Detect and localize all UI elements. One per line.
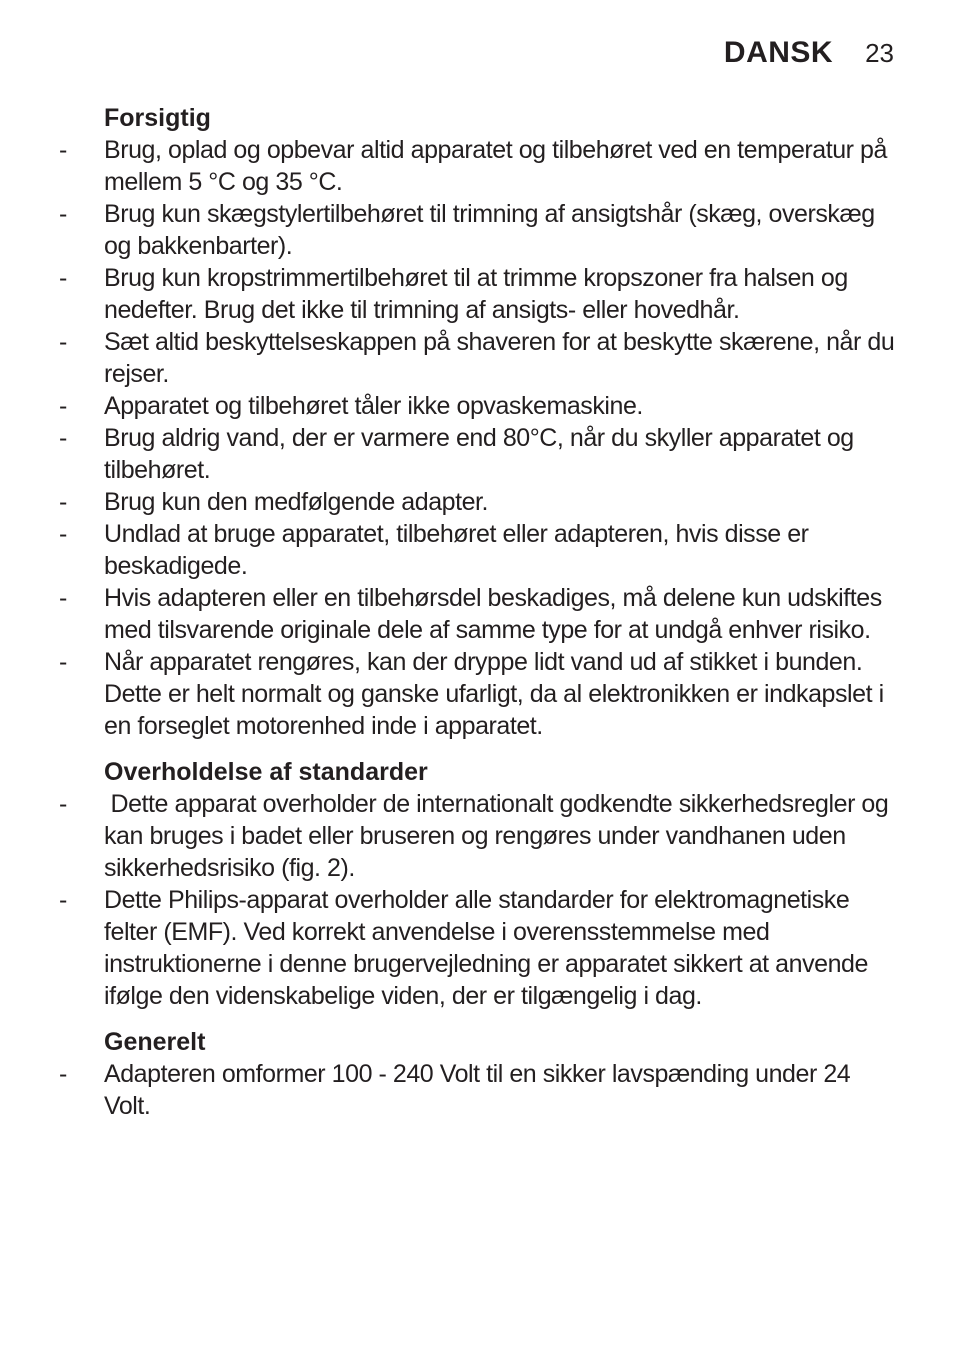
language-label: DANSK xyxy=(723,36,834,69)
list-item-text: Brug kun kropstrimmertilbehøret til at trimme kropszoner fra halsen og nedefter. Brug det ikke til trimning af ansigts- eller hovedhår. xyxy=(104,264,848,324)
section-heading: Forsigtig xyxy=(104,104,211,132)
list-item-text: Adapteren omformer 100 - 240 Volt til en sikker lavspænding under 24 Volt. xyxy=(104,1060,851,1120)
bullet-dash: - xyxy=(59,790,68,818)
bullet-list xyxy=(56,134,896,742)
bullet-dash: - xyxy=(59,648,68,676)
bullet-dash: - xyxy=(59,264,68,292)
list-item-text: Brug kun den medfølgende adapter. xyxy=(104,488,489,516)
bullet-dash: - xyxy=(59,488,68,516)
document-body xyxy=(56,102,896,1136)
section-heading: Overholdelse af standarder xyxy=(104,758,428,786)
list-item-text: Brug, oplad og opbevar altid apparatet og tilbehøret ved en temperatur på mellem 5 °C og 35 °C. xyxy=(104,136,887,196)
list-item xyxy=(56,518,896,582)
list-item xyxy=(56,788,896,884)
bullet-dash: - xyxy=(59,1060,68,1088)
list-item-text: Når apparatet rengøres, kan der dryppe lidt vand ud af stikket i bunden. Dette er helt normalt og ganske ufarligt, da al elektronikken er indkapslet i en forseglet motorenhed inde i apparatet. xyxy=(104,648,884,740)
page-header xyxy=(724,36,894,70)
list-item xyxy=(56,262,896,326)
list-item-text: Undlad at bruge apparatet, tilbehøret eller adapteren, hvis disse er beskadigede. xyxy=(104,520,809,580)
bullet-list xyxy=(56,788,896,1012)
list-item-text: Dette Philips-apparat overholder alle standarder for elektromagnetiske felter (EMF). Ved korrekt anvendelse i overensstemmelse med instruktionerne i denne brugervejledning er apparatet sikkert at anvende ifølge den videnskabelige viden, der er tilgængelig i dag. xyxy=(104,886,868,1010)
bullet-dash: - xyxy=(59,200,68,228)
list-item-text: Sæt altid beskyttelseskappen på shaveren for at beskytte skærene, når du rejser. xyxy=(104,328,895,388)
list-item-text: Hvis adapteren eller en tilbehørsdel beskadiges, må delene kun udskiftes med tilsvarende originale dele af samme type for at undgå enhver risiko. xyxy=(104,584,882,644)
bullet-dash: - xyxy=(59,886,68,914)
list-item xyxy=(56,326,896,390)
list-item xyxy=(56,486,896,518)
list-item xyxy=(56,390,896,422)
list-item-text: Apparatet og tilbehøret tåler ikke opvaskemaskine. xyxy=(104,392,643,420)
section-heading: Generelt xyxy=(104,1028,206,1056)
list-item-text: Dette apparat overholder de internationalt godkendte sikkerhedsregler og kan bruges i badet eller bruseren og rengøres under vandhanen uden sikkerhedsrisiko (fig. 2). xyxy=(104,790,895,882)
list-item xyxy=(56,646,896,742)
list-item-text: Brug aldrig vand, der er varmere end 80°C, når du skyller apparatet og tilbehøret. xyxy=(104,424,854,484)
section-generelt xyxy=(56,1026,896,1122)
bullet-dash: - xyxy=(59,136,68,164)
list-item-text: Brug kun skægstylertilbehøret til trimning af ansigtshår (skæg, overskæg og bakkenbarter). xyxy=(104,200,875,260)
list-item xyxy=(56,422,896,486)
bullet-dash: - xyxy=(59,328,68,356)
bullet-list xyxy=(56,1058,896,1122)
page-number: 23 xyxy=(865,38,894,68)
section-overholdelse xyxy=(56,756,896,1012)
bullet-dash: - xyxy=(59,392,68,420)
bullet-dash: - xyxy=(59,424,68,452)
section-forsigtig xyxy=(56,102,896,742)
list-item xyxy=(56,582,896,646)
list-item xyxy=(56,1058,896,1122)
bullet-dash: - xyxy=(59,520,68,548)
list-item xyxy=(56,198,896,262)
list-item xyxy=(56,134,896,198)
bullet-dash: - xyxy=(59,584,68,612)
list-item xyxy=(56,884,896,1012)
